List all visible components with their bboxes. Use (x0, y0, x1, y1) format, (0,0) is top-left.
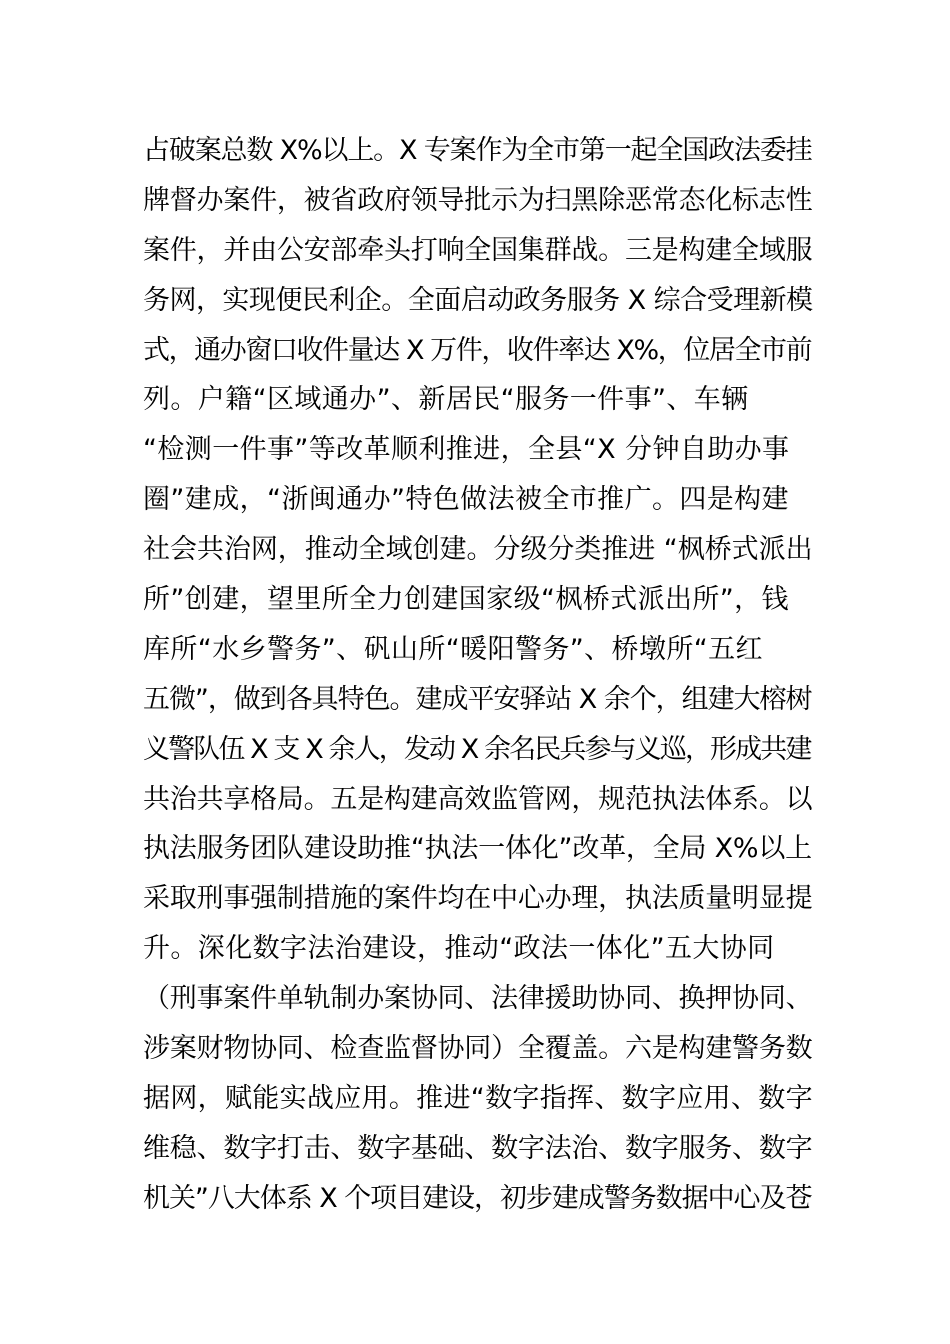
text-line: 五微”，做到各具特色。建成平安驿站 X 余个，组建大榕树 (143, 683, 812, 715)
text-line: 库所“水乡警务”、矾山所“暖阳警务”、桥墩所“五红 (143, 633, 763, 665)
text-line: 列。户籍“区域通办”、新居民“服务一件事”、车辆 (143, 384, 749, 416)
text-line: 义警队伍 X 支 X 余人，发动 X 余名民兵参与义巡，形成共建 (143, 733, 811, 765)
body-paragraph (143, 126, 813, 1224)
text-line: 据网，赋能实战应用。推进“数字指挥、数字应用、数字 (143, 1082, 813, 1114)
text-line: 式，通办窗口收件量达 X 万件，收件率达 X%，位居全市前 (143, 334, 812, 366)
text-line: 案件，并由公安部牵头打响全国集群战。三是构建全域服 (143, 234, 813, 266)
text-line: “检测一件事”等改革顺利推进，全县“X 分钟自助办事 (143, 434, 790, 466)
text-line: 所”创建，望里所全力创建国家级“枫桥式派出所”，钱 (143, 584, 789, 616)
text-line: （刑事案件单轨制办案协同、法律援助协同、换押协同、 (143, 983, 813, 1015)
text-line: 维稳、数字打击、数字基础、数字法治、数字服务、数字 (143, 1132, 813, 1164)
text-line: 机关”八大体系 X 个项目建设，初步建成警务数据中心及苍 (143, 1182, 812, 1214)
text-line: 涉案财物协同、检查监督协同）全覆盖。六是构建警务数 (143, 1033, 813, 1065)
text-line: 占破案总数 X%以上。X 专案作为全市第一起全国政法委挂 (143, 135, 812, 166)
text-line: 圈”建成，“浙闽通办”特色做法被全市推广。四是构建 (143, 484, 789, 516)
text-line: 社会共治网，推动全域创建。分级分类推进 “枫桥式派出 (143, 534, 813, 566)
text-line: 务网，实现便民利企。全面启动政务服务 X 综合受理新模 (143, 284, 813, 316)
text-line: 共治共享格局。五是构建高效监管网，规范执法体系。以 (143, 783, 813, 815)
text-line: 牌督办案件，被省政府领导批示为扫黑除恶常态化标志性 (143, 184, 813, 216)
text-line: 执法服务团队建设助推“执法一体化”改革，全局 X%以上 (143, 833, 812, 865)
text-line: 升。深化数字法治建设，推动“政法一体化”五大协同 (143, 933, 775, 965)
text-line: 采取刑事强制措施的案件均在中心办理，执法质量明显提 (143, 883, 813, 915)
